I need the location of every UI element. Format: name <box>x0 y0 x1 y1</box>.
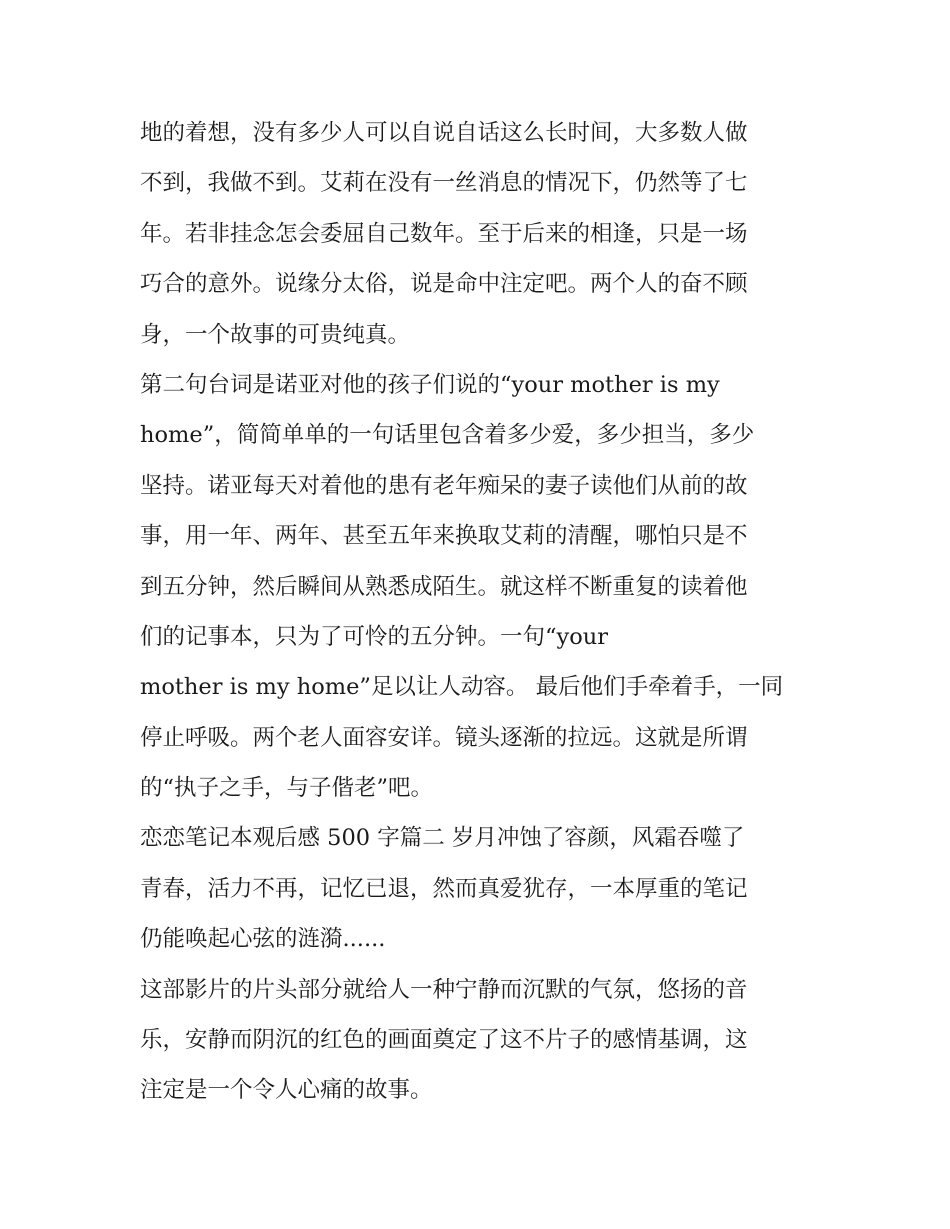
text-line: 坚持。诺亚每天对着他的患有老年痴呆的妻子读他们从前的故 <box>140 472 748 499</box>
text-line: 注定是一个令人心痛的故事。 <box>140 1077 433 1104</box>
document-page <box>140 108 812 1116</box>
text-line: home”，简简单单的一句话里包含着多少爱，多少担当，多少 <box>140 422 755 449</box>
text-line: 这部影片的片头部分就给人一种宁静而沉默的气氛，悠扬的音 <box>140 976 748 1003</box>
text-line: 不到，我做不到。艾莉在没有一丝消息的情况下，仍然等了七 <box>140 170 748 197</box>
text-line: 们的记事本，只为了可怜的五分钟。一句“your <box>140 623 609 650</box>
text-line: 巧合的意外。说缘分太俗，说是命中注定吧。两个人的奋不顾 <box>140 271 748 298</box>
text-line: 年。若非挂念怎会委屈自己数年。至于后来的相逢，只是一场 <box>140 220 748 247</box>
text-line: 事，用一年、两年、甚至五年来换取艾莉的清醒，哪怕只是不 <box>140 523 748 550</box>
paragraph-1 <box>140 108 812 360</box>
text-line: 身，一个故事的可贵纯真。 <box>140 321 411 348</box>
paragraph-3 <box>140 813 812 964</box>
text-line: 第二句台词是诺亚对他的孩子们说的“your mother is my <box>140 371 720 398</box>
text-line: 青春，活力不再，记忆已退，然而真爱犹存，一本厚重的笔记 <box>140 875 748 902</box>
text-line: 的“执子之手，与子偕老”吧。 <box>140 775 434 802</box>
text-line: 到五分钟，然后瞬间从熟悉成陌生。就这样不断重复的读着他 <box>140 573 748 600</box>
paragraph-2 <box>140 360 812 814</box>
paragraph-4 <box>140 965 812 1116</box>
text-line: 地的着想，没有多少人可以自说自话这么长时间，大多数人做 <box>140 120 748 146</box>
text-line: mother is my home”足以让人动容。 最后他们手牵着手，一同 <box>140 674 784 701</box>
text-line: 乐，安静而阴沉的红色的画面奠定了这不片子的感情基调，这 <box>140 1027 748 1054</box>
text-line: 仍能唤起心弦的涟漪...... <box>140 926 386 953</box>
text-line: 停止呼吸。两个老人面容安详。镜头逐渐的拉远。这就是所谓 <box>140 724 748 751</box>
text-line: 恋恋笔记本观后感 500 字篇二 岁月冲蚀了容颜，风霜吞噬了 <box>140 825 745 852</box>
